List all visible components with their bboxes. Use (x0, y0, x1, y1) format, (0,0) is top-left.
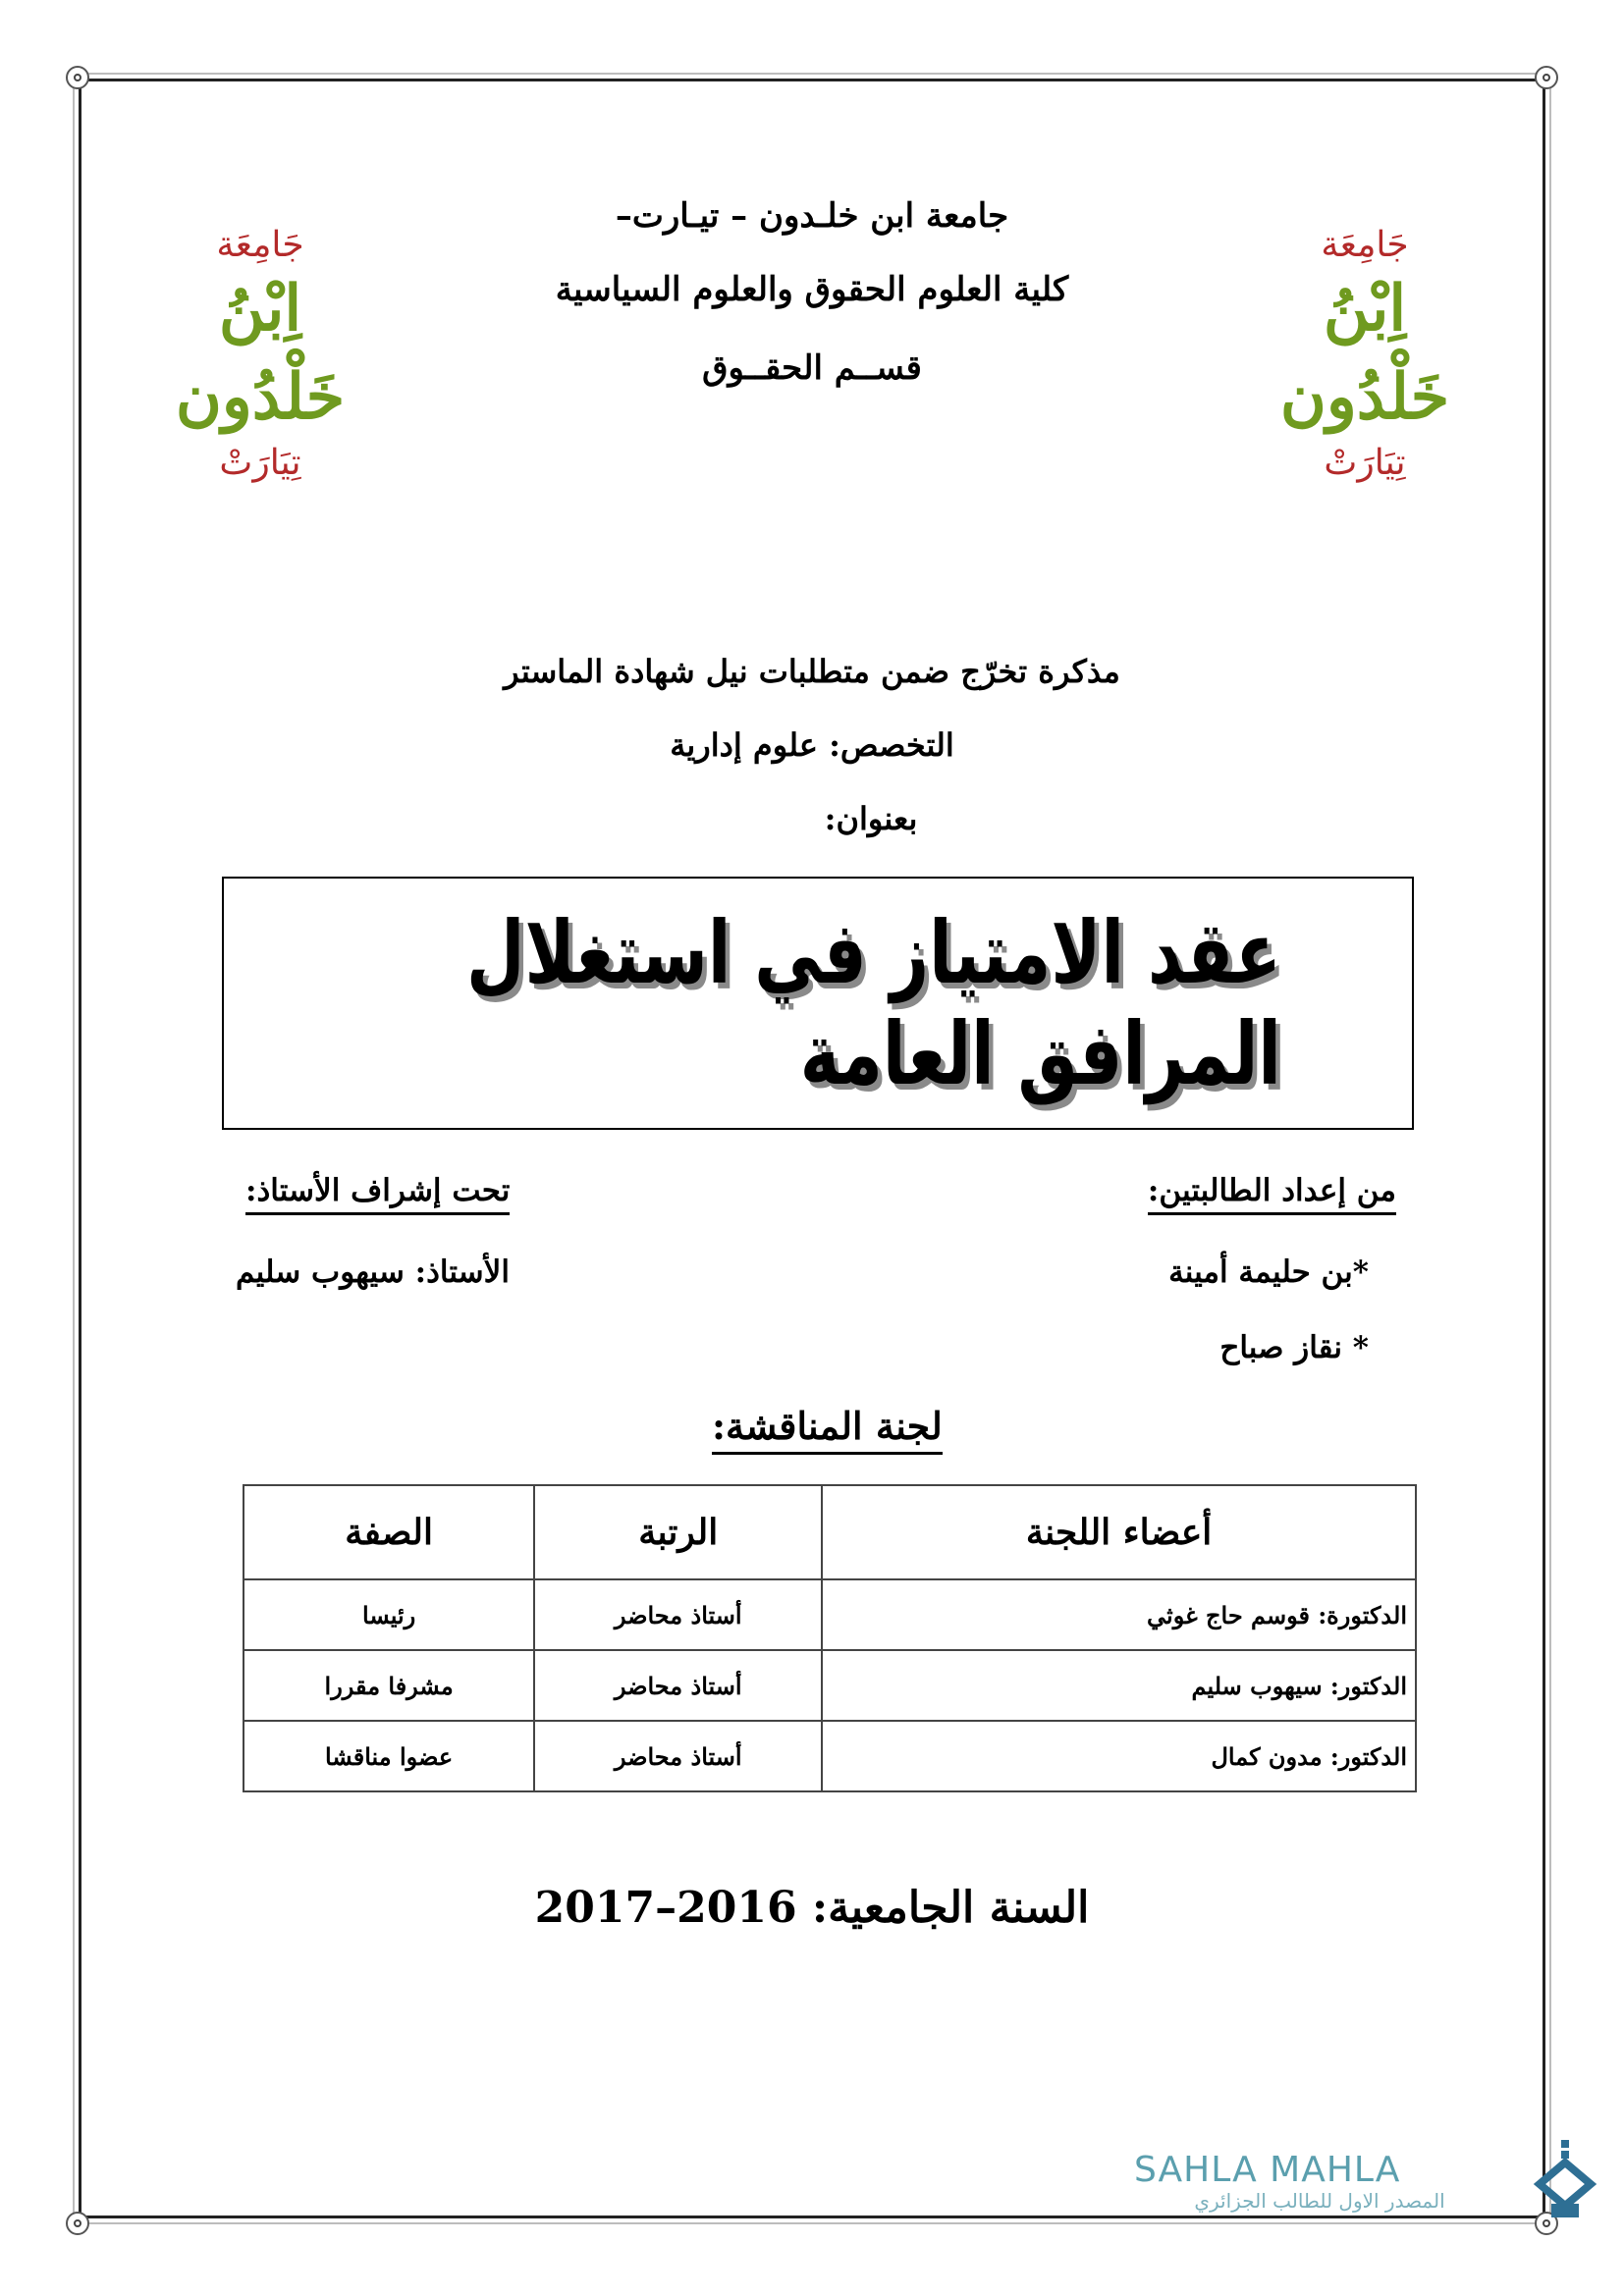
member-role: مشرفا مقررا (244, 1650, 534, 1721)
specialization: التخصص: علوم إدارية (670, 726, 954, 764)
students-label (1148, 1173, 1396, 1215)
watermark-brand: SAHLA MAHLA (1134, 2150, 1401, 2190)
title-box (222, 877, 1414, 1130)
underline (1148, 1212, 1396, 1215)
header-members: أعضاء اللجنة (822, 1485, 1416, 1579)
logo-text-jamia: جَامِعَة (216, 225, 304, 265)
logo-text-tiaret: تِيَارَتْ (1324, 443, 1406, 483)
member-name: الدكتور: سيهوب سليم (822, 1650, 1416, 1721)
supervisor-label (245, 1173, 510, 1215)
member-role: رئيسا (244, 1579, 534, 1650)
university-name: جامعة ابن خلـدون – تيـارت– (615, 196, 1009, 236)
faculty-name: كلية العلوم الحقوق والعلوم السياسية (555, 270, 1069, 309)
sahla-mahla-logo-icon (1532, 2135, 1600, 2233)
table-row (244, 1721, 1416, 1791)
header-rank: الرتبة (534, 1485, 822, 1579)
jury-label-text: لجنة المناقشة: (712, 1404, 943, 1448)
thesis-title: عقد الامتياز في استغلال المرافق العامة (465, 902, 1281, 1104)
students-label-text: من إعداد الطالبتين: (1147, 1173, 1396, 1208)
student-name-1: *بن حليمة أمينة (1168, 1255, 1369, 1290)
member-name: الدكتور: مدون كمال (822, 1721, 1416, 1791)
underline (245, 1212, 510, 1215)
supervisor-label-text: تحت إشراف الأستاذ: (245, 1173, 511, 1208)
jury-label (712, 1404, 943, 1455)
table-header-row (244, 1485, 1416, 1579)
supervisor-name: الأستاذ: سيهوب سليم (236, 1255, 510, 1290)
member-name: الدكتورة: قوسم حاج غوثي (822, 1579, 1416, 1650)
logo-text-tiaret: تِيَارَتْ (219, 443, 301, 483)
student-name-2: * نقاز صباح (1219, 1330, 1369, 1365)
table-row (244, 1579, 1416, 1650)
watermark-tagline: المصدر الاول للطالب الجزائري (1194, 2189, 1445, 2213)
member-rank: أستاذ محاضر (534, 1721, 822, 1791)
logo-text-jamia: جَامِعَة (1321, 225, 1409, 265)
thesis-purpose: مذكرة تخرّج ضمن متطلبات نيل شهادة الماستر (504, 653, 1120, 690)
corner-ornament-icon (66, 66, 89, 89)
corner-ornament-icon (1535, 66, 1558, 89)
underline (712, 1452, 943, 1455)
department-name: قســم الحقــوق (702, 348, 922, 388)
academic-year: السنة الجامعية: 2016–2017 (534, 1883, 1090, 1933)
jury-table (243, 1484, 1417, 1792)
logo-text-ibn-khaldoun: اِبْنُ خَلْدُون (175, 272, 346, 434)
header-role: الصفة (244, 1485, 534, 1579)
member-rank: أستاذ محاضر (534, 1579, 822, 1650)
university-logo-left (147, 225, 373, 483)
title-label: بعنوان: (824, 800, 918, 837)
corner-ornament-icon (66, 2212, 89, 2235)
logo-text-ibn-khaldoun: اِبْنُ خَلْدُون (1279, 272, 1450, 434)
university-logo-right (1252, 225, 1478, 483)
sahla-mahla-watermark (1134, 2140, 1527, 2218)
table-row (244, 1650, 1416, 1721)
member-rank: أستاذ محاضر (534, 1650, 822, 1721)
member-role: عضوا مناقشا (244, 1721, 534, 1791)
